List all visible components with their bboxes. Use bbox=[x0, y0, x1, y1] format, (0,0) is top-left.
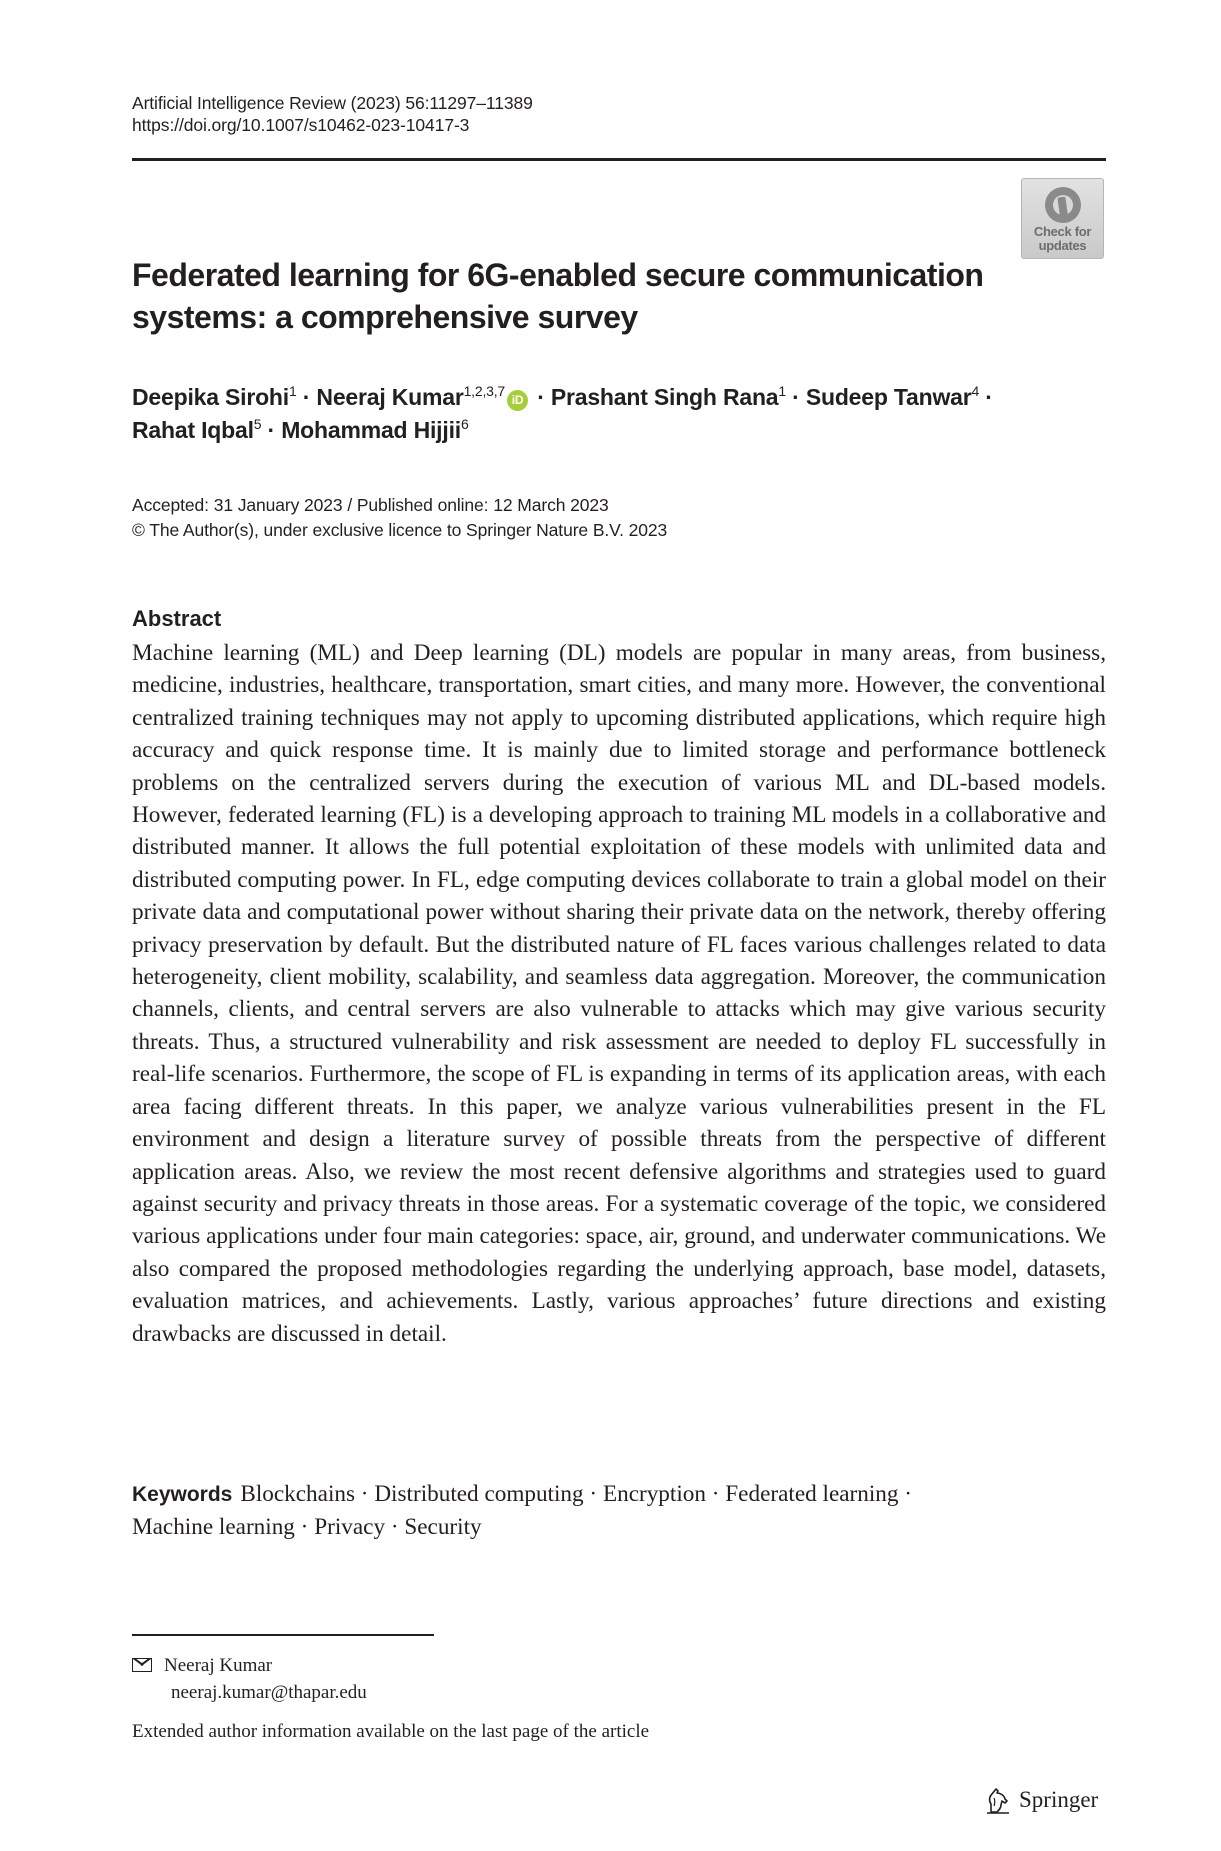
author-name[interactable]: Sudeep Tanwar bbox=[805, 384, 972, 410]
envelope-icon bbox=[132, 1658, 152, 1672]
author-name[interactable]: Mohammad Hijjii bbox=[281, 417, 461, 443]
abstract-text: Machine learning (ML) and Deep learning (DL) models are popular in many areas, from business, medicine, industries, healthcare, transportation, smart cities, and many more. However, the conventional centralized training techniques may not apply to upcoming distributed applications, which require high accuracy and quick response time. It is mainly due to limited storage and performance bottleneck problems on the centralized servers during the execution of various ML and DL-based models. However, federated learning (FL) is a developing approach to training ML models in a collaborative and distributed manner. It allows the full potential exploitation of these models with unlimited data and distributed computing power. In FL, edge computing devices collaborate to train a global model on their private data and computational power without sharing their private data on the network, thereby offering privacy preservation by default. But the distributed nature of FL faces various challenges related to data heterogeneity, client mobility, scalability, and seamless data aggregation. Moreover, the communication channels, clients, and central servers are also vulnerable to attacks which may give various security threats. Thus, a structured vulnerability and risk assessment are needed to deploy FL successfully in real-life scenarios. Furthermore, the scope of FL is expanding in terms of its application areas, with each area facing different threats. In this paper, we analyze various vulnerabilities present in the FL environment and design a literature survey of possible threats from the perspective of different application areas. Also, we review the most recent defensive algorithms and strategies used to guard against security and privacy threats in those areas. For a systematic coverage of the topic, we considered various applications under four main categories: space, air, ground, and underwater communications. We also compared the proposed methodologies regarding the underlying approach, base model, datasets, evaluation matrices, and achievements. Lastly, various approaches’ future directions and existing drawbacks are discussed in detail. bbox=[132, 640, 1106, 1347]
corresponding-email[interactable]: neeraj.kumar@thapar.edu bbox=[171, 1682, 367, 1703]
publisher-name: Springer bbox=[1019, 1787, 1099, 1812]
author-affiliation: 4 bbox=[971, 383, 980, 399]
author-name[interactable]: Prashant Singh Rana bbox=[550, 384, 779, 410]
author-affiliation: 5 bbox=[253, 416, 262, 432]
publication-dates bbox=[132, 493, 667, 543]
extended-author-info: Extended author information available on the last page of the article bbox=[132, 1721, 650, 1742]
copyright-line: © The Author(s), under exclusive licence to Springer Nature B.V. 2023 bbox=[132, 520, 668, 540]
orcid-icon[interactable]: iD bbox=[507, 390, 528, 411]
journal-header bbox=[132, 92, 533, 136]
accepted-published-line: Accepted: 31 January 2023 / Published online: 12 March 2023 bbox=[132, 495, 609, 515]
author-affiliation: 1,2,3,7 bbox=[463, 383, 506, 399]
author-name[interactable]: Deepika Sirohi bbox=[132, 384, 289, 410]
check-for-updates-icon bbox=[1045, 187, 1081, 223]
keywords-block bbox=[132, 1478, 1106, 1544]
author-affiliation: 6 bbox=[460, 416, 469, 432]
doi-link[interactable]: https://doi.org/10.1007/s10462-023-10417-3 bbox=[132, 115, 470, 135]
author-name[interactable]: Rahat Iqbal bbox=[132, 417, 254, 443]
abstract-heading: Abstract bbox=[132, 606, 222, 631]
title-line-2: systems: a comprehensive survey bbox=[132, 299, 638, 335]
keywords-line-2: Machine learning · Privacy · Security bbox=[132, 1514, 482, 1541]
check-for-updates-label: Check for updates bbox=[1033, 224, 1092, 253]
author-affiliation: 1 bbox=[778, 383, 786, 399]
title-line-1: Federated learning for 6G-enabled secure communication bbox=[132, 257, 984, 293]
corresponding-author bbox=[132, 1652, 367, 1706]
article-title bbox=[132, 254, 1012, 338]
author-list: Deepika Sirohi$^1$ · Neeraj Kumar$^{1,2,3,7}$iD · Prashant Singh Rana$^1$ · Sudeep Tanwar$^4$ · Rahat Iqbal$^5$ · Mohammad Hijjii$^6$ bbox=[132, 383, 993, 443]
publisher-logo bbox=[985, 1784, 1106, 1816]
header-rule bbox=[132, 158, 1106, 161]
check-for-updates-badge[interactable] bbox=[1021, 178, 1104, 259]
footnote-rule bbox=[132, 1634, 434, 1636]
author-name[interactable]: Neeraj Kumar bbox=[316, 384, 464, 410]
keywords-line-1: Blockchains · Distributed computing · Encryption · Federated learning · bbox=[240, 1481, 912, 1507]
springer-horse-icon bbox=[985, 1786, 1011, 1814]
journal-citation: Artificial Intelligence Review (2023) 56:11297–11389 bbox=[132, 93, 533, 113]
author-affiliation: 1 bbox=[288, 383, 297, 399]
keywords-label: Keywords bbox=[132, 1483, 233, 1506]
corresponding-name: Neeraj Kumar bbox=[164, 1655, 273, 1676]
